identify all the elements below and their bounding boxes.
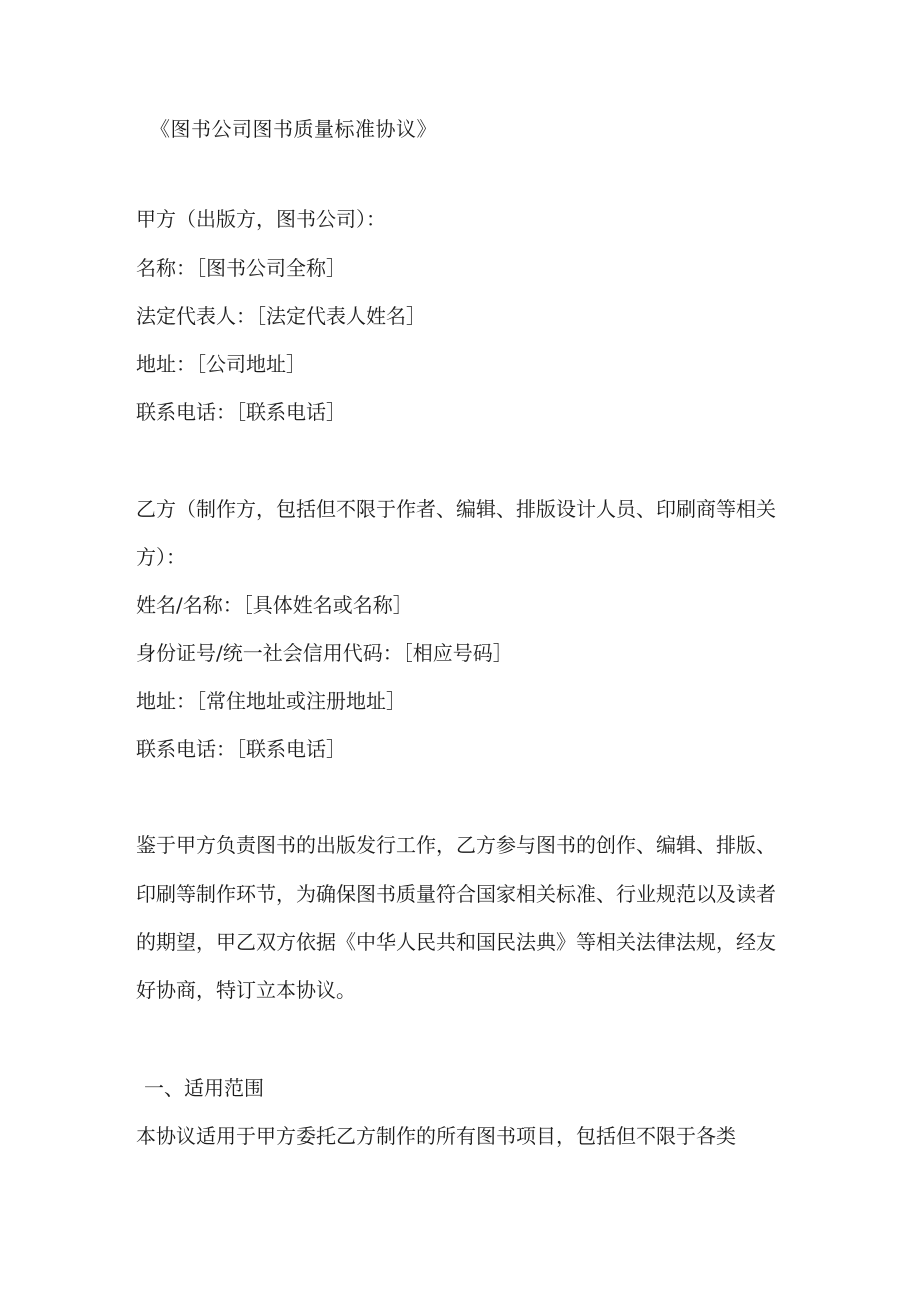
- section-heading: 一、适用范围: [144, 1076, 264, 1100]
- party-a-name: 名称：［图书公司全称］: [136, 256, 346, 280]
- party-a-address: 地址：［公司地址］: [136, 352, 306, 376]
- preamble-line: 好协商，特订立本协议。: [136, 978, 356, 1002]
- party-b-heading-line1: 乙方（制作方，包括但不限于作者、编辑、排版设计人员、印刷商等相关: [136, 497, 776, 521]
- party-a-legal-rep: 法定代表人：［法定代表人姓名］: [136, 304, 426, 328]
- preamble-line: 印刷等制作环节，为确保图书质量符合国家相关标准、行业规范以及读者: [136, 882, 776, 906]
- party-a-phone: 联系电话：［联系电话］: [136, 400, 346, 424]
- party-a-heading: 甲方（出版方，图书公司）：: [136, 207, 386, 231]
- party-b-id-code: 身份证号/统一社会信用代码：［相应号码］: [136, 641, 513, 665]
- party-b-name: 姓名/名称：［具体姓名或名称］: [136, 593, 413, 617]
- preamble-line: 的期望，甲乙双方依据《中华人民共和国民法典》等相关法律法规，经友: [136, 930, 776, 954]
- party-b-phone: 联系电话：［联系电话］: [136, 737, 346, 761]
- preamble-line: 鉴于甲方负责图书的出版发行工作，乙方参与图书的创作、编辑、排版、: [136, 833, 776, 857]
- party-b-address: 地址：［常住地址或注册地址］: [136, 689, 406, 713]
- section-body-line: 本协议适用于甲方委托乙方制作的所有图书项目，包括但不限于各类: [136, 1124, 736, 1148]
- document-title: 《图书公司图书质量标准协议》: [150, 117, 437, 141]
- party-b-heading-line2: 方）：: [136, 545, 186, 569]
